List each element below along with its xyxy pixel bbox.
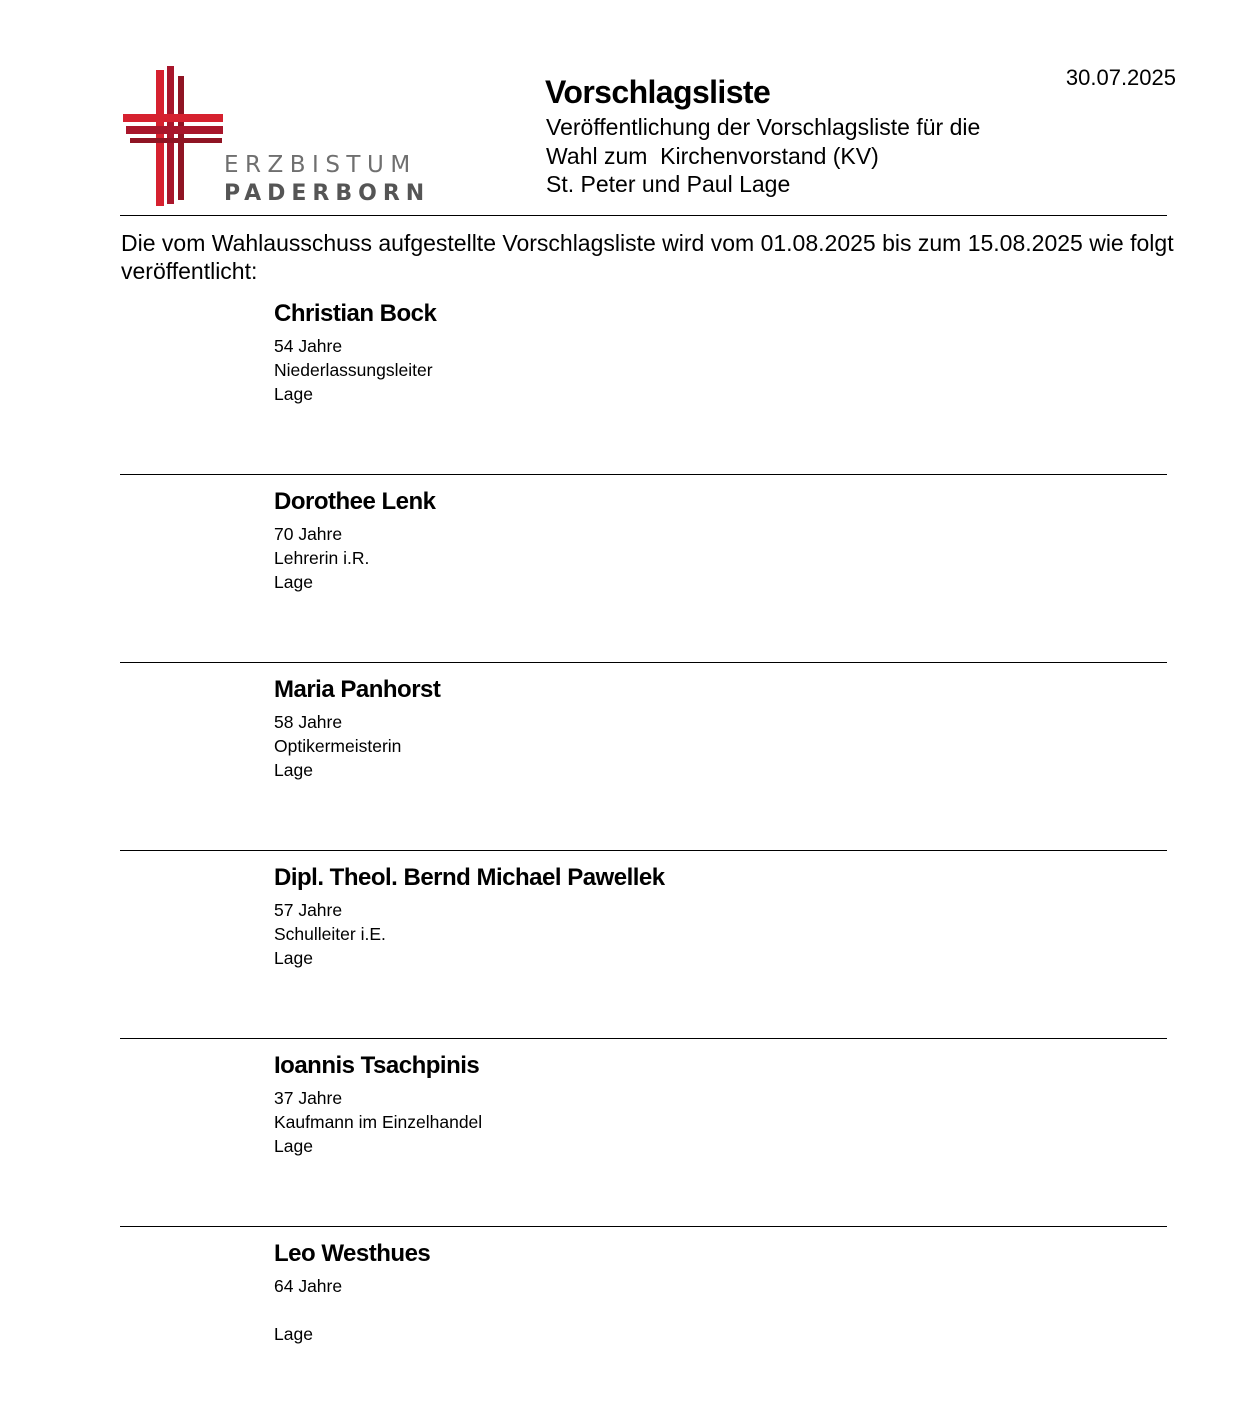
candidate-entry [274,1240,430,1346]
candidate-profession [274,1298,430,1322]
erzbistum-paderborn-logo [120,64,431,210]
cross-icon [120,64,230,210]
candidate-age: 58 Jahre [274,712,343,732]
candidate-place: Lage [274,572,313,592]
candidate-divider [120,1038,1167,1039]
logo-text-paderborn: PADERBORN [224,181,431,206]
candidate-name: Leo Westhues [274,1240,431,1267]
candidate-entry [274,864,665,970]
candidate-entry [274,1052,482,1158]
candidate-age: 64 Jahre [274,1276,343,1296]
candidate-place: Lage [274,384,313,404]
candidate-divider [120,662,1167,663]
candidate-name: Maria Panhorst [274,676,441,703]
candidate-place: Lage [274,948,313,968]
candidate-place: Lage [274,760,313,780]
candidate-place: Lage [274,1136,313,1156]
candidate-age: 57 Jahre [274,900,343,920]
candidate-name: Dipl. Theol. Bernd Michael Pawellek [274,864,665,891]
candidate-age: 70 Jahre [274,524,343,544]
candidate-name: Dorothee Lenk [274,488,436,515]
header-divider [120,215,1167,216]
document-date: 30.07.2025 [1065,65,1176,90]
candidate-name: Christian Bock [274,300,437,327]
candidate-name: Ioannis Tsachpinis [274,1052,480,1079]
subtitle-line: Wahl zum Kirchenvorstand (KV) [546,142,879,169]
intro-text: Die vom Wahlausschuss aufgestellte Vorschlagsliste wird vom 01.08.2025 bis zum 15.08.2025 wie folgt veröffentlicht: [121,230,1174,284]
candidate-profession: Lehrerin i.R. [274,548,370,568]
page-subtitle [546,113,980,199]
candidate-profession: Kaufmann im Einzelhandel [274,1112,483,1132]
candidate-divider [120,474,1167,475]
subtitle-line: St. Peter und Paul Lage [546,171,791,197]
candidate-place: Lage [274,1324,313,1344]
candidate-profession: Niederlassungsleiter [274,360,433,380]
candidate-profession: Optikermeisterin [274,736,402,756]
candidate-profession: Schulleiter i.E. [274,924,386,944]
candidate-entry [274,676,440,782]
page-title: Vorschlagsliste [545,74,771,110]
candidate-entry [274,488,436,594]
candidate-divider [120,850,1167,851]
logo-text-erzbistum: ERZBISTUM [224,152,417,178]
candidate-age: 37 Jahre [274,1088,343,1108]
candidate-age: 54 Jahre [274,336,343,356]
candidate-entry [274,300,436,406]
subtitle-line: Veröffentlichung der Vorschlagsliste für die [546,114,981,140]
candidate-divider [120,1226,1167,1227]
